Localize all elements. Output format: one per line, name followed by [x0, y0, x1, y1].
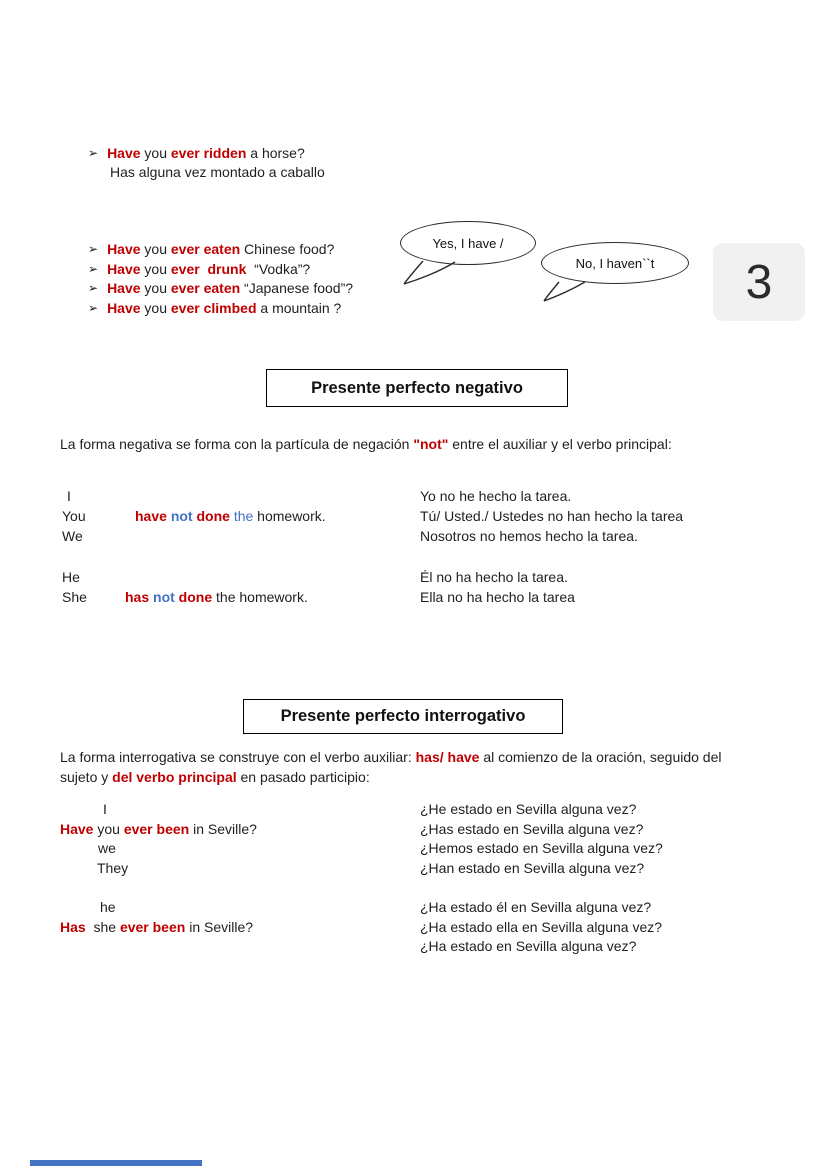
translation: Ella no ha hecho la tarea: [420, 589, 575, 605]
bullet-item: [88, 144, 305, 164]
example-sentence: Have you ever been in Seville?: [60, 821, 257, 837]
example-sentence: has not done the homework.: [125, 589, 308, 605]
pronoun: we: [98, 840, 116, 856]
pronoun: I: [103, 801, 107, 817]
speech-bubble-no-text: No, I haven``t: [575, 255, 655, 271]
pronoun: he: [100, 899, 116, 915]
arrow-bullet-icon: ➢: [88, 301, 99, 315]
arrow-bullet-icon: ➢: [88, 281, 99, 295]
arrow-bullet-icon: ➢: [88, 146, 99, 160]
section-title-negative: [266, 369, 568, 407]
footer-accent-bar: [30, 1160, 202, 1166]
question-text: Have you ever climbed a mountain ?: [107, 300, 342, 316]
bullet-item: [88, 299, 341, 319]
speech-bubble-tail-icon: [543, 281, 589, 303]
translation: Tú/ Usted./ Ustedes no han hecho la tarea: [420, 508, 684, 524]
translation: ¿Hemos estado en Sevilla alguna vez?: [420, 840, 663, 856]
interrogative-intro-paragraph: La forma interrogativa se construye con el verbo auxiliar: has/ have al comienzo de la oración, seguido del sujeto y del verbo principal en pasado participio:: [60, 749, 726, 785]
translation: ¿Ha estado ella en Sevilla alguna vez?: [420, 919, 663, 935]
section-title-negative-text: Presente perfecto negativo: [311, 378, 523, 397]
question-translation: Has alguna vez montado a caballo: [110, 164, 325, 180]
translation: Él no ha hecho la tarea.: [420, 569, 568, 585]
question-text: Have you ever drunk “Vodka”?: [107, 261, 311, 277]
bullet-item: [88, 260, 310, 280]
translation: ¿Has estado en Sevilla alguna vez?: [420, 821, 644, 837]
page-number-badge: [713, 243, 805, 321]
translation: Nosotros no hemos hecho la tarea.: [420, 528, 638, 544]
translation: ¿Ha estado en Sevilla alguna vez?: [420, 938, 637, 954]
example-sentence: Has she ever been in Seville?: [60, 919, 254, 935]
speech-bubble-yes: [400, 221, 536, 265]
speech-bubble-tail-icon: [403, 260, 459, 286]
pronoun: We: [62, 528, 83, 544]
section-title-interrogative-text: Presente perfecto interrogativo: [280, 707, 526, 725]
question-text: Have you ever eaten Chinese food?: [107, 241, 335, 257]
translation: ¿Han estado en Sevilla alguna vez?: [420, 860, 645, 876]
example-sentence: have not done the homework.: [135, 508, 326, 524]
pronoun: She: [62, 589, 87, 605]
speech-bubble-no: [541, 242, 689, 284]
translation: ¿He estado en Sevilla alguna vez?: [420, 801, 637, 817]
bullet-item: [88, 240, 334, 260]
pronoun: They: [97, 860, 129, 876]
section-title-interrogative: [243, 699, 563, 734]
arrow-bullet-icon: ➢: [88, 262, 99, 276]
bullet-item: [88, 279, 353, 299]
question-text: Have you ever ridden a horse?: [107, 145, 305, 161]
pronoun: You: [62, 508, 86, 524]
translation: Yo no he hecho la tarea.: [420, 488, 572, 504]
arrow-bullet-icon: ➢: [88, 242, 99, 256]
translation: ¿Ha estado él en Sevilla alguna vez?: [420, 899, 652, 915]
speech-bubble-yes-text: Yes, I have /: [432, 235, 504, 251]
page-number: 3: [745, 255, 773, 309]
negative-intro-paragraph: La forma negativa se forma con la partícula de negación "not" entre el auxiliar y el verbo principal:: [60, 436, 672, 452]
question-text: Have you ever eaten “Japanese food”?: [107, 280, 354, 296]
pronoun: He: [62, 569, 80, 585]
pronoun: I: [67, 488, 71, 504]
